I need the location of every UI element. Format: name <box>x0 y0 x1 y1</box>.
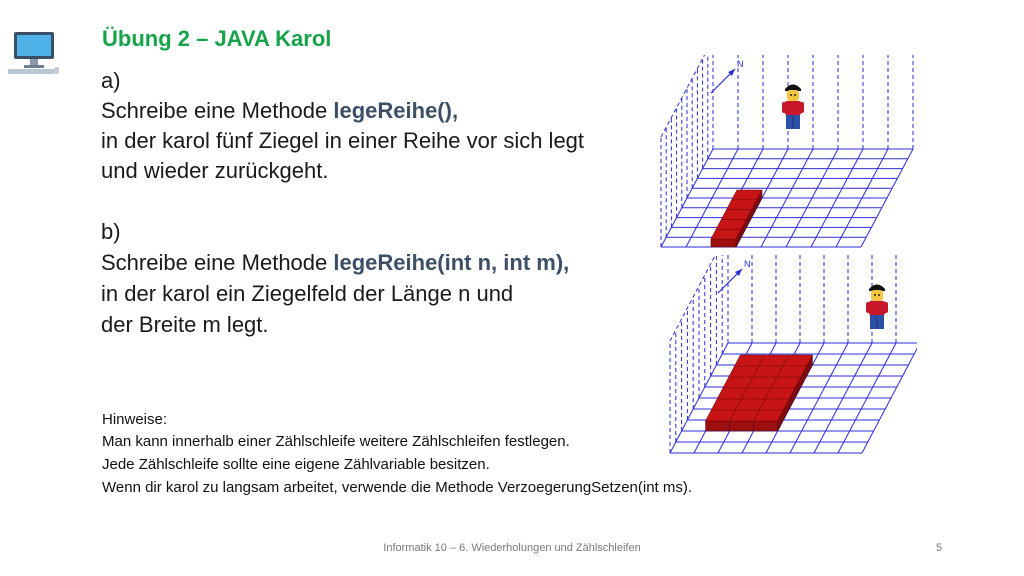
hint-item: Man kann innerhalb einer Zählschleife weitere Zählschleifen festlegen. <box>102 433 570 450</box>
north-arrow-icon <box>718 269 742 293</box>
part-b-label: b) <box>101 219 121 244</box>
part-a-prefix: Schreibe eine Methode <box>101 98 334 123</box>
karol-world-field <box>660 255 917 460</box>
page-number: 5 <box>936 542 943 554</box>
karol-world-row <box>655 55 917 253</box>
world-grid <box>661 55 913 247</box>
north-label: N <box>744 259 751 269</box>
part-a-line2: in der karol fünf Ziegel in einer Reihe vor sich legt <box>101 128 585 153</box>
part-b-line1 <box>101 248 569 278</box>
karol-robot-icon <box>782 85 804 130</box>
north-arrow-icon <box>711 69 735 93</box>
computer-icon <box>6 30 60 76</box>
north-label: N <box>737 59 744 69</box>
part-a-label: a) <box>101 68 121 93</box>
part-a-method: legeReihe(), <box>333 98 459 123</box>
footer-text: Informatik 10 – 6. Wiederholungen und Zählschleifen <box>383 542 641 554</box>
brick-row <box>711 190 762 247</box>
part-b-prefix: Schreibe eine Methode <box>101 250 334 275</box>
part-b-method: legeReihe(int n, int m), <box>333 250 570 275</box>
hint-item: Jede Zählschleife sollte eine eigene Zählvariable besitzen. <box>102 456 490 473</box>
part-b-line3: der Breite m legt. <box>101 312 269 337</box>
part-a-line1 <box>101 96 458 126</box>
slide-title: Übung 2 – JAVA Karol <box>102 26 332 51</box>
part-a-line3: und wieder zurückgeht. <box>101 158 329 183</box>
hints-heading: Hinweise: <box>102 411 168 428</box>
hint-item: Wenn dir karol zu langsam arbeitet, verwende die Methode VerzoegerungSetzen(int ms). <box>102 479 693 496</box>
karol-robot-icon <box>866 285 888 330</box>
part-b-line2: in der karol ein Ziegelfeld der Länge n und <box>101 281 514 306</box>
